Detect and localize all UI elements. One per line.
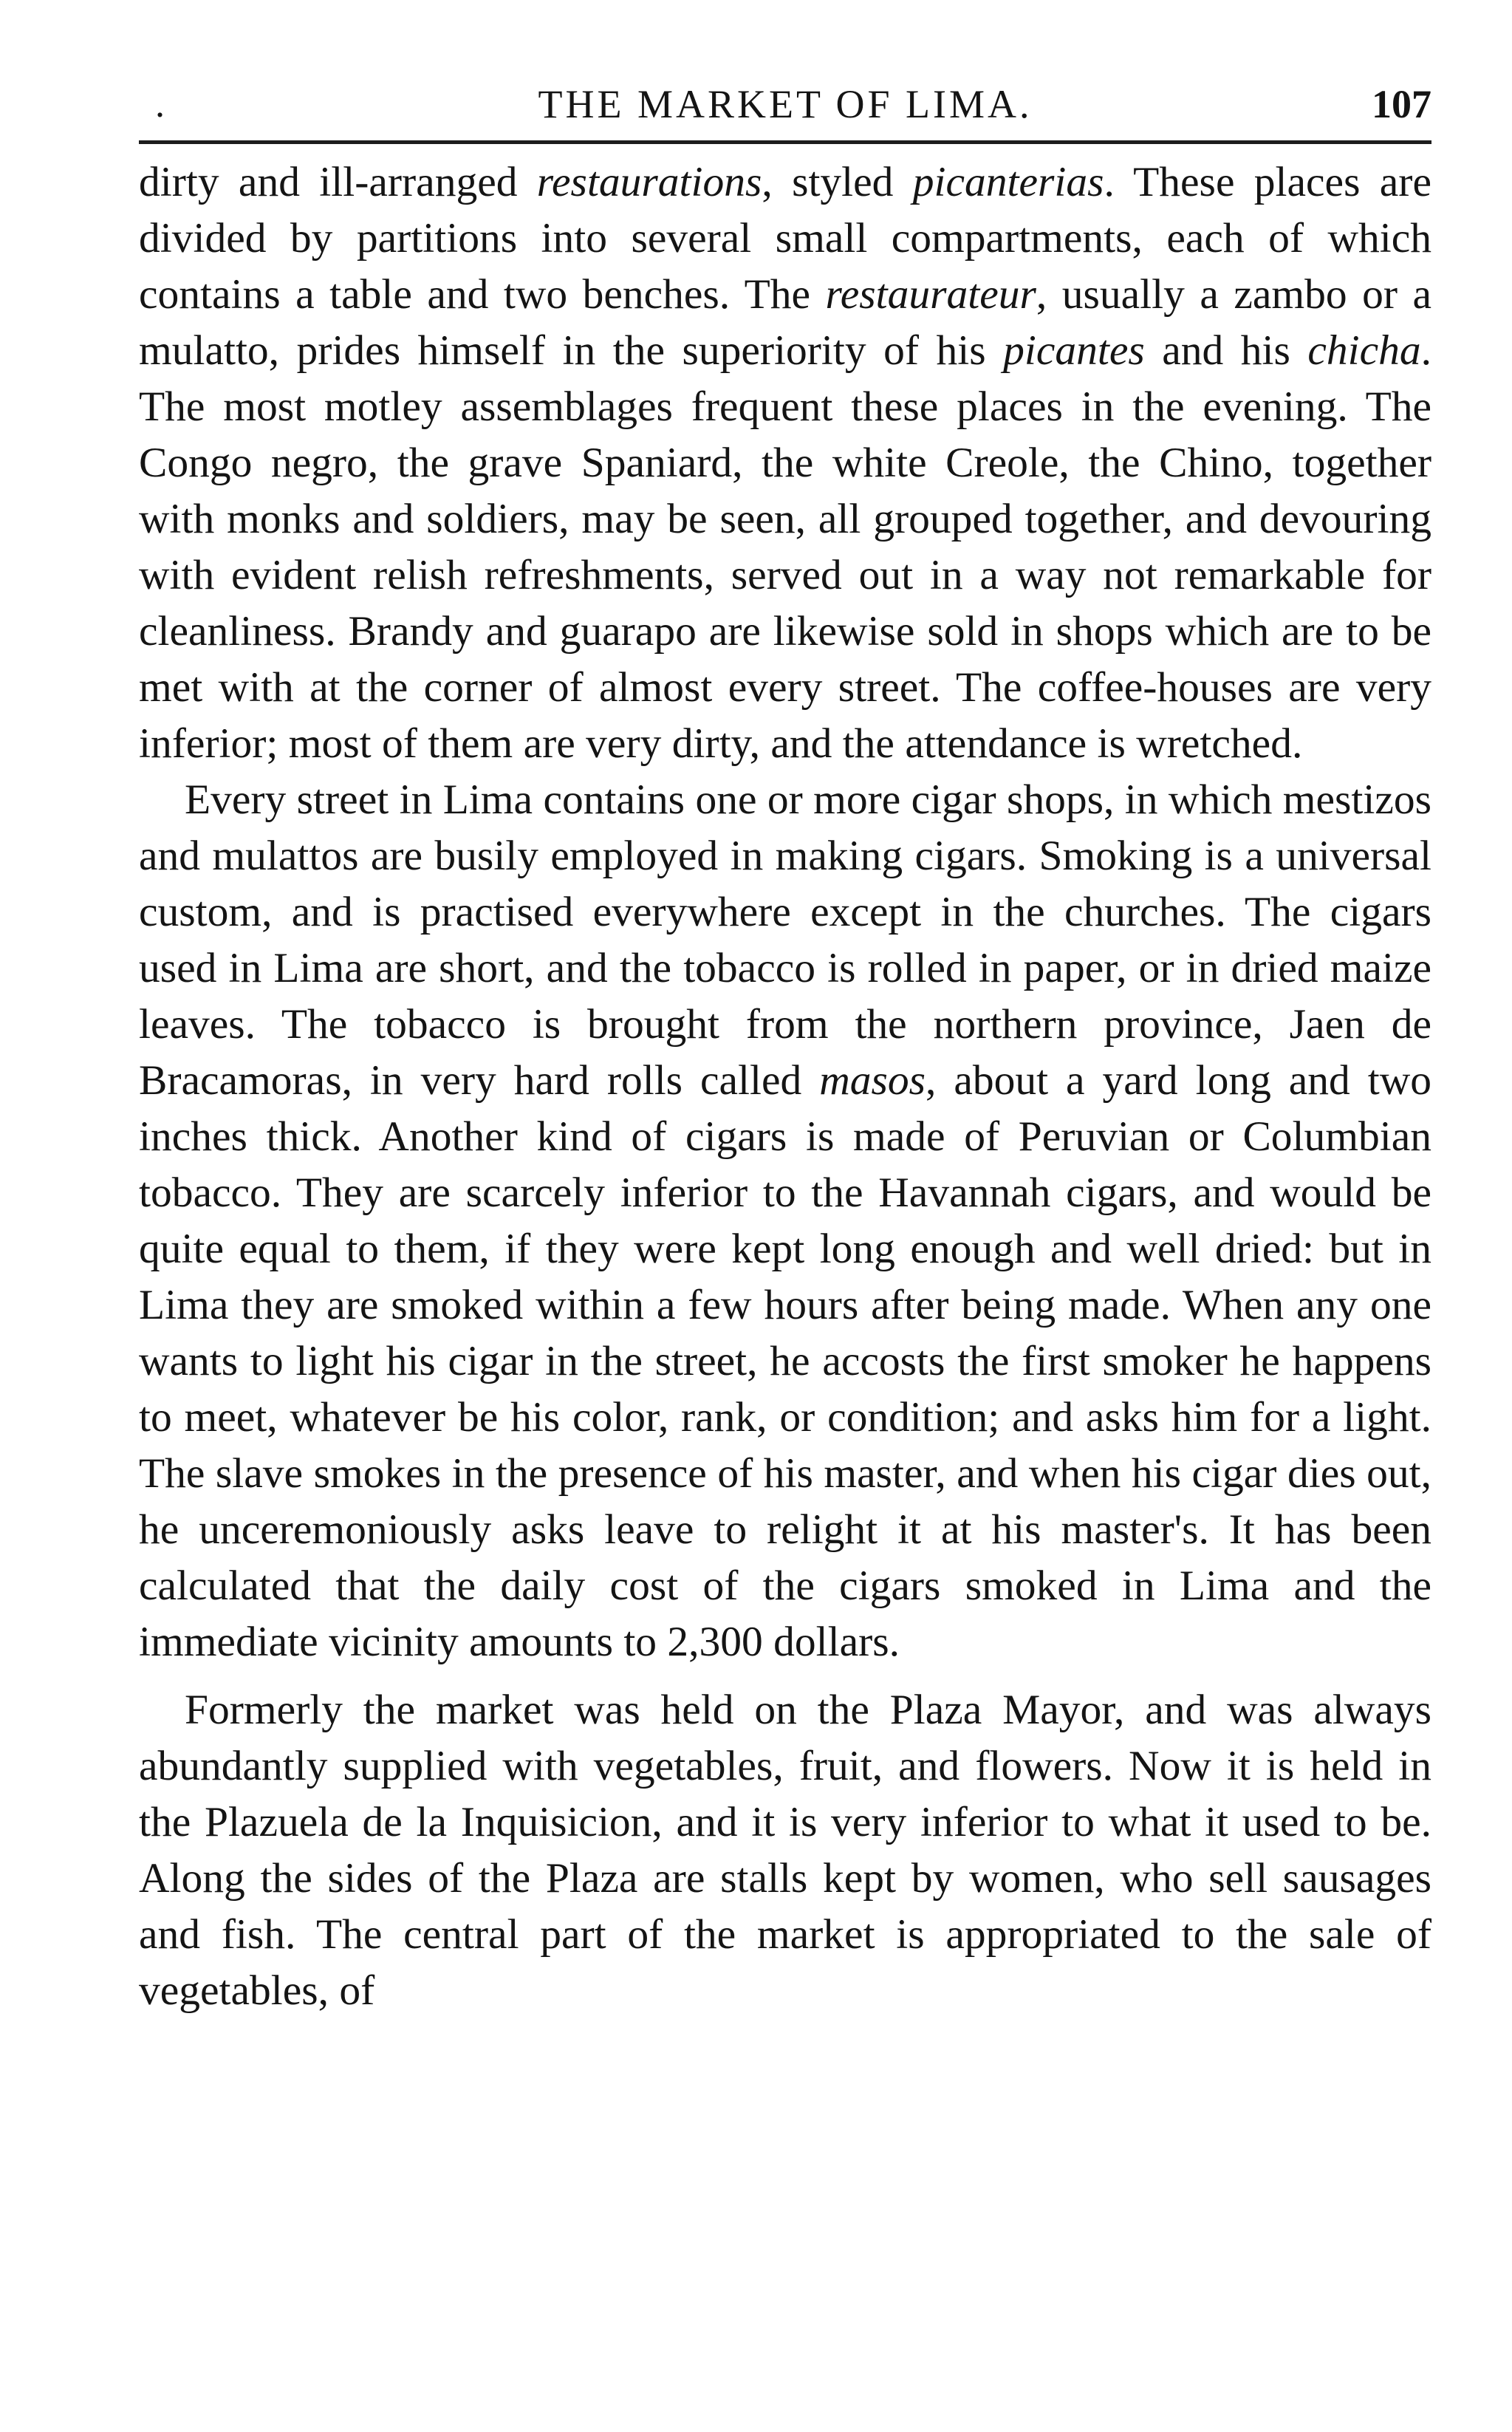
running-title: THE MARKET OF LIMA.	[538, 82, 1033, 126]
header-mark: .	[155, 83, 165, 126]
paragraph	[139, 154, 1431, 772]
text-run: , about a yard long and two inches thick. Another kind of cigars is made of Peruvian or Columbian tobacco. They are scarcely inferior to the Havannah cigars, and would be quite equal to them, if they were kept long enough and well dried: but in Lima they are smoked within a few hours after being made. When any one wants to light his cigar in the street, he accosts the first smoker he happens to meet, whatever be his color, rank, or condition; and asks him for a light. The slave smokes in the presence of his master, and when his cigar dies out, he unceremoniously asks leave to relight it at his master's. It has been calculated that the daily cost of the cigars smoked in Lima and the immediate vicinity amounts to 2,300 dollars.	[139, 1057, 1432, 1665]
italic-text-run: picanterias	[912, 159, 1104, 205]
header-rule	[139, 140, 1431, 144]
italic-text-run: masos	[819, 1057, 926, 1104]
text-run: Formerly the market was held on the Plaza Mayor, and was always abundantly supplied with vegetables, fruit, and flowers. Now it is held in the Plazuela de la Inquisicion, and it is very inferior to what it used to be. Along the sides of the Plaza are stalls kept by women, who sell sausages and fish. The central part of the market is appropriated to the sale of vegetables, of	[139, 1687, 1431, 2014]
page-number: 107	[1372, 82, 1431, 126]
italic-text-run: picantes	[1003, 327, 1145, 374]
text-run: , usually a zambo or a mulatto, prides himself in the superiority of his	[139, 271, 1431, 374]
paragraph	[139, 772, 1431, 1670]
text-run: . These places are divided by partitions into several small compartments, each of which contains a table and two benches. The	[139, 159, 1431, 318]
running-header	[139, 71, 1431, 139]
paragraph	[139, 1682, 1431, 2019]
text-run: and his	[1144, 327, 1308, 374]
text-run: . The most motley assemblages frequent these places in the evening. The Congo negro, the grave Spaniard, the white Creole, the Chino, together with monks and soldiers, may be seen, all grouped together, and devouring with evident relish refreshments, served out in a way not remarkable for cleanliness. Brandy and guarapo are likewise sold in shops which are to be met with at the corner of almost every street. The coffee-houses are very inferior; most of them are very dirty, and the attendance is wretched.	[139, 327, 1432, 767]
italic-text-run: restaurations	[536, 159, 762, 205]
text-run: Every street in Lima contains one or more cigar shops, in which mestizos and mulattos are busily employed in making cigars. Smoking is a universal custom, and is practised everywhere except in the churches. The cigars used in Lima are short, and the tobacco is rolled in paper, or in dried maize leaves. The tobacco is brought from the northern province, Jaen de Bracamoras, in very hard rolls called	[139, 776, 1431, 1104]
text-run: , styled	[762, 159, 913, 205]
body-text	[139, 154, 1431, 2019]
book-page	[139, 71, 1431, 2019]
italic-text-run: chicha	[1307, 327, 1421, 374]
italic-text-run: restaurateur	[825, 271, 1036, 318]
text-run: dirty and ill-arranged	[139, 159, 537, 205]
